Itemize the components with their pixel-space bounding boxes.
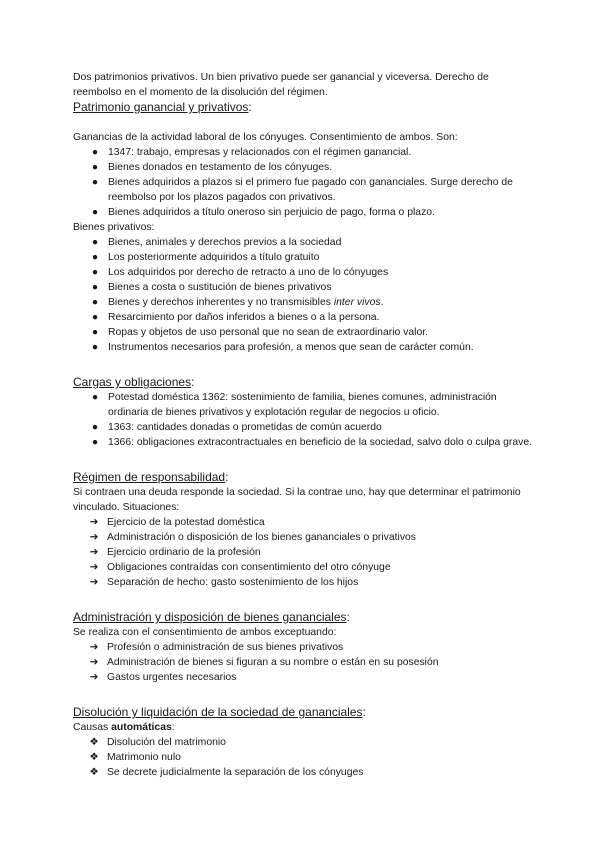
patrimonio-lead: Ganancias de la actividad laboral de los cónyuges. Consentimiento de ambos. Son:: [73, 132, 458, 143]
administracion-lead: Se realiza con el consentimiento de ambos exceptuando:: [73, 627, 337, 638]
list-item: ➔ Administración de bienes si figuran a su nombre o están en su posesión: [89, 657, 439, 668]
disolucion-list: [73, 735, 533, 780]
list-item: ● Potestad doméstica 1362: sostenimiento de familia, bienes comunes, administración ordinaria de bienes privativos y explotación regular de negocios u oficio.: [91, 392, 497, 418]
list-item: ● Los posteriormente adquiridos a título gratuito: [91, 252, 320, 263]
list-item: ● Bienes donados en testamento de los cónyuges.: [91, 162, 333, 173]
cargas-list: [73, 390, 533, 450]
list-item: ➔ Gastos urgentes necesarios: [89, 672, 237, 683]
section-heading-cargas: Cargas y obligaciones:: [73, 375, 195, 389]
list-item: ➔ Obligaciones contraídas con consentimiento del otro cónyuge: [89, 562, 391, 573]
privativos-label: Bienes privativos:: [73, 222, 155, 233]
list-item: ● Bienes adquiridos a plazos si el primero fue pagado con gananciales. Surge derecho de reembolso por los plazos pagados con privativos.: [91, 177, 513, 203]
document-page: [73, 70, 533, 780]
section-heading-administracion: Administración y disposición de bienes gananciales:: [73, 610, 350, 624]
list-item: ➔ Ejercicio de la potestad doméstica: [89, 517, 265, 528]
administracion-list: [73, 640, 533, 685]
list-item: ● Bienes, animales y derechos previos a la sociedad: [91, 237, 342, 248]
list-item: ❖ Se decrete judicialmente la separación de los cónyuges: [89, 767, 364, 778]
list-item: ● Ropas y objetos de uso personal que no sean de extraordinario valor.: [91, 327, 429, 338]
list-item: ● Bienes adquiridos a título oneroso sin perjuicio de pago, forma o plazo.: [91, 207, 435, 218]
list-item: ● Resarcimiento por daños inferidos a bienes o a la persona.: [91, 312, 380, 323]
list-item: ● Bienes a costa o sustitución de bienes privativos: [91, 282, 332, 293]
responsabilidad-list: [73, 515, 533, 590]
list-item: ➔ Profesión o administración de sus bienes privativos: [89, 642, 344, 653]
list-item: ➔ Ejercicio ordinario de la profesión: [89, 547, 261, 558]
list-item: ● 1363: cantidades donadas o prometidas de común acuerdo: [91, 422, 382, 433]
privativos-list: [73, 235, 533, 355]
list-item: ❖ Disolución del matrimonio: [89, 737, 226, 748]
list-item: ● Los adquiridos por derecho de retracto a uno de lo cónyuges: [91, 267, 389, 278]
list-item: ❖ Matrimonio nulo: [89, 752, 181, 763]
list-item: ● Instrumentos necesarios para profesión, a menos que sean de carácter común.: [91, 342, 474, 353]
responsabilidad-lead: Si contraen una deuda responde la sociedad. Si la contrae uno, hay que determinar el patrimonio vinculado. Situaciones:: [73, 487, 521, 513]
list-item: ● Bienes y derechos inherentes y no transmisibles inter vivos.: [91, 297, 384, 308]
section-heading-patrimonio: Patrimonio ganancial y privativos:: [73, 100, 252, 114]
list-item: ➔ Administración o disposición de los bienes gananciales o privativos: [89, 532, 417, 543]
intro-paragraph: Dos patrimonios privativos. Un bien privativo puede ser ganancial y viceversa. Derecho de reembolso en el momento de la disolución del régimen.: [73, 72, 489, 98]
list-item: ➔ Separación de hecho: gasto sostenimiento de los hijos: [89, 577, 359, 588]
section-heading-disolucion: Disolución y liquidación de la sociedad de gananciales:: [73, 705, 366, 719]
list-item: ● 1347: trabajo, empresas y relacionados con el régimen ganancial.: [91, 147, 412, 158]
list-item: ● 1366: obligaciones extracontractuales en beneficio de la sociedad, salvo dolo o culpa grave.: [91, 437, 532, 448]
section-heading-responsabilidad: Régimen de responsabilidad:: [73, 470, 229, 484]
patrimonio-list: [73, 145, 533, 220]
disolucion-lead: Causas automáticas:: [73, 722, 175, 733]
